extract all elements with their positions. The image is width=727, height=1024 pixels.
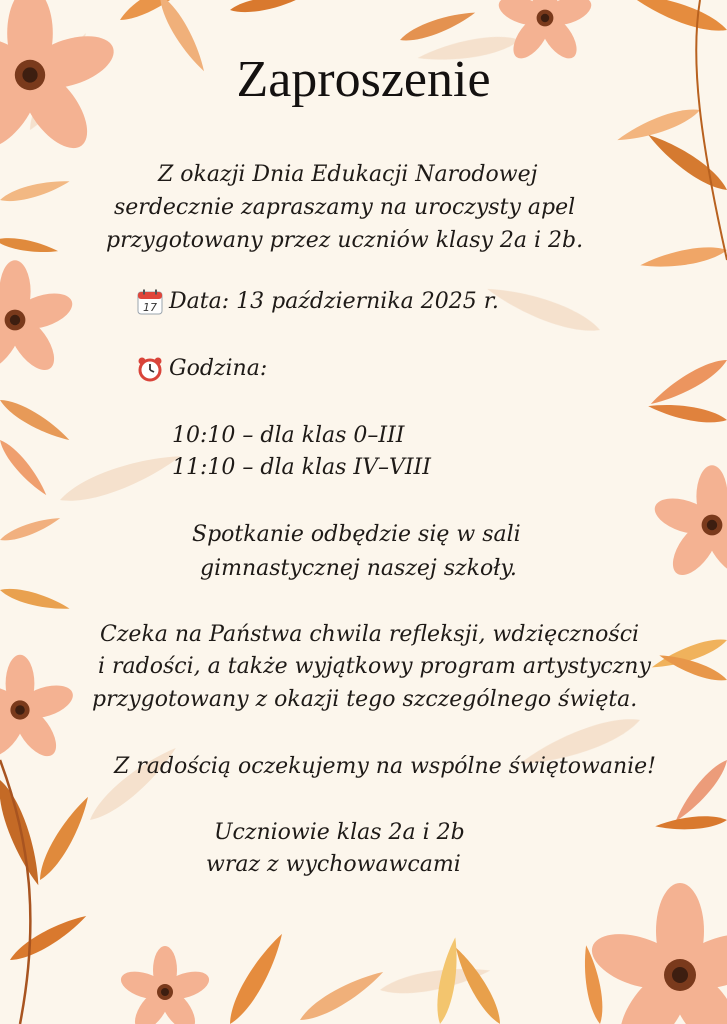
closing-line: Z radością oczekujemy na wspólne świętowanie!	[114, 754, 657, 779]
intro-line: przygotowany przez uczniów klasy 2a i 2b.	[106, 228, 584, 253]
signature-line: Uczniowie klas 2a i 2b	[214, 820, 465, 845]
time-label-row	[137, 353, 267, 385]
date-row	[137, 286, 499, 318]
calendar-icon	[137, 289, 163, 315]
signature-line: wraz z wychowawcami	[206, 852, 461, 877]
alarm-clock-icon	[137, 356, 163, 382]
program-line: Czeka na Państwa chwila refleksji, wdzięczności	[100, 622, 640, 647]
program-line: i radości, a także wyjątkowy program artystyczny	[98, 654, 651, 679]
intro-line: Z okazji Dnia Edukacji Narodowej	[158, 162, 538, 187]
place-line: gimnastycznej naszej szkoły.	[200, 556, 517, 581]
program-line: przygotowany z okazji tego szczególnego święta.	[92, 687, 638, 712]
time-item: 11:10 – dla klas IV–VIII	[172, 455, 431, 480]
time-label: Godzina:	[169, 356, 268, 381]
date-text: Data: 13 października 2025 r.	[169, 289, 499, 314]
place-line: Spotkanie odbędzie się w sali	[192, 522, 521, 547]
time-item: 10:10 – dla klas 0–III	[172, 423, 405, 448]
intro-line: serdecznie zapraszamy na uroczysty apel	[114, 195, 576, 220]
svg-text:17: 17	[143, 301, 157, 314]
invitation-title: Zaproszenie	[236, 51, 491, 108]
